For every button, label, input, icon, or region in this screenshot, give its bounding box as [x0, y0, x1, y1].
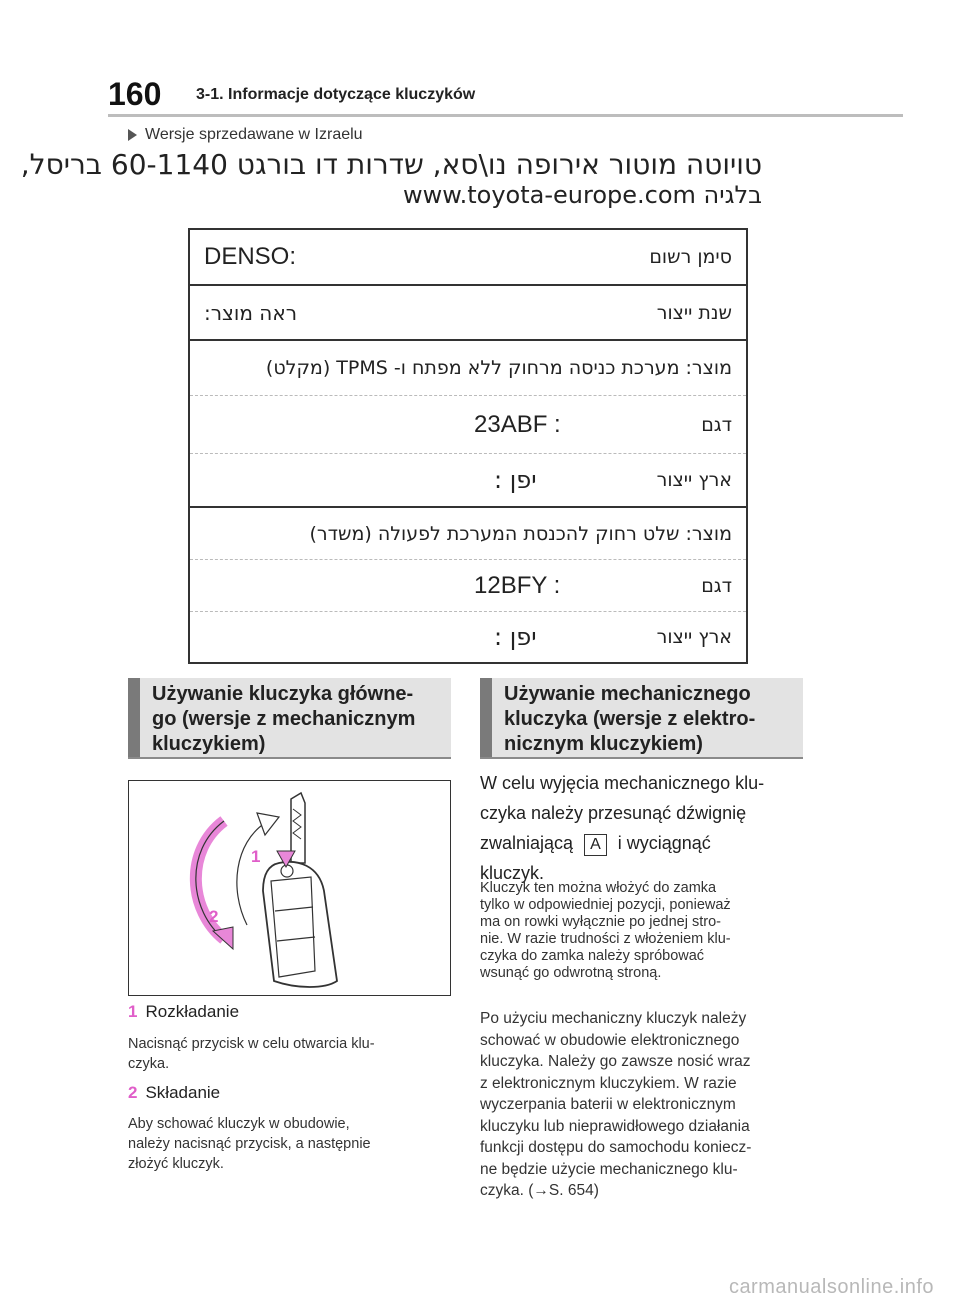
- label-value: DENSO:: [204, 243, 297, 270]
- step-title: Rozkładanie: [145, 1002, 240, 1021]
- text-line: ma on rowki wyłącznie po jednej stro-: [480, 914, 721, 930]
- text-line: ne będzie użycie mechanicznego klu-: [480, 1160, 738, 1178]
- label-value: יפן :: [494, 466, 537, 494]
- text-line: kluczyka. Należy go zawsze nosić wraz: [480, 1053, 751, 1070]
- label-row-brand: [190, 230, 746, 286]
- step-2: [128, 1083, 220, 1103]
- label-key: ארץ ייצור: [656, 626, 732, 648]
- label-row-product-transmitter: [190, 508, 746, 560]
- bullet-item: [128, 126, 363, 144]
- step-number: 1: [128, 1002, 138, 1021]
- heading-line: kluczykiem): [152, 733, 266, 755]
- text-line: należy nacisnąć przycisk, a następnie: [128, 1136, 371, 1152]
- heading-line: kluczyka (wersje z elektro-: [504, 708, 756, 730]
- triangle-bullet-icon: [128, 129, 137, 141]
- text-line: wyczerpania baterii w elektronicznym: [480, 1096, 736, 1113]
- label-product: מוצר: מערכת כניסה מרחוק ללא מפתח ו- TPMS (מקלט): [265, 357, 732, 379]
- right-section-heading: [480, 678, 803, 757]
- hebrew-address-line2: בלגיה www.toyota-europe.com: [402, 181, 762, 209]
- heading-line: nicznym kluczykiem): [504, 733, 703, 755]
- label-row-country-2: [190, 612, 746, 662]
- step-title: Składanie: [145, 1083, 221, 1102]
- text-line: Nacisnąć przycisk w celu otwarcia klu-: [128, 1036, 375, 1052]
- heading-line: Używanie mechanicznego: [504, 683, 751, 705]
- step-2-description: [128, 1114, 448, 1174]
- label-key: דגם: [701, 413, 732, 436]
- label-row-year: [190, 286, 746, 341]
- text-line: Po użyciu mechaniczny kluczyk należy: [480, 1010, 747, 1027]
- heading-line: go (wersje z mechanicznym: [152, 708, 416, 730]
- bullet-text: Wersje sprzedawane w Izraelu: [145, 126, 363, 143]
- hebrew-address-line1: טויוטה מוטור אירופה נו\סא, שדרות דו בורגט 60-1140 בריסל,: [20, 148, 762, 181]
- label-value: 23ABF :: [474, 410, 561, 438]
- watermark-text: carmanualsonline.info: [728, 1276, 934, 1298]
- text-line: Aby schować kluczyk w obudowie,: [128, 1116, 350, 1132]
- text-line: czyka do zamka należy spróbować: [480, 948, 705, 964]
- label-two: 2: [209, 907, 219, 926]
- left-heading-rule: [128, 757, 451, 759]
- label-key: סימן רשום: [649, 246, 732, 268]
- label-key: דגם: [701, 574, 732, 597]
- label-product: מוצר: שלט רחוק להכנסת המערכת לפעולה (משדר): [309, 522, 732, 545]
- text-line: czyka.: [128, 1056, 170, 1072]
- heading-line: Używanie kluczyka główne-: [152, 683, 414, 705]
- label-row-country: [190, 454, 746, 508]
- callout-a-tag: A: [584, 834, 607, 856]
- key-illustration: [128, 780, 451, 996]
- text-segment: i wyciągnąć: [617, 833, 711, 853]
- text-line: [480, 828, 812, 858]
- right-heading-rule: [480, 757, 803, 759]
- text-line: wsunąć go odwrotną stroną.: [480, 965, 662, 981]
- label-row-product-receiver: [190, 341, 746, 396]
- left-section-heading: [128, 678, 451, 757]
- text-line: czyka należy przesunąć dźwignię: [480, 803, 747, 823]
- right-paragraph: [480, 1008, 800, 1202]
- text-line: funkcji dostępu do samochodu koniecz-: [480, 1139, 752, 1156]
- label-value: 12BFY :: [474, 571, 561, 599]
- text-line: kluczyk.: [480, 863, 545, 883]
- key-fold-icon: [129, 781, 449, 994]
- header-divider: [108, 114, 903, 117]
- text-segment: zwalniającą: [480, 833, 574, 853]
- label-key: שנת ייצור: [656, 301, 732, 324]
- text-line: tylko w odpowiedniej pozycji, ponieważ: [480, 897, 731, 913]
- text-line: z elektronicznym kluczykiem. W razie: [480, 1074, 737, 1092]
- label-key: ארץ ייצור: [656, 469, 732, 491]
- text-line: czyka. (→S. 654): [480, 1182, 599, 1199]
- label-value: יפן :: [494, 623, 537, 651]
- step-1-description: [128, 1034, 448, 1074]
- label-row-model-2: [190, 560, 746, 612]
- right-body-text: [480, 768, 812, 888]
- text-line: nie. W razie trudności z włożeniem klu-: [480, 931, 731, 947]
- label-row-model: [190, 396, 746, 454]
- right-note-text: [480, 880, 796, 982]
- section-title: 3-1. Informacje dotyczące kluczyków: [196, 86, 476, 103]
- step-1: [128, 1002, 239, 1022]
- text-line: Kluczyk ten można włożyć do zamka: [480, 880, 717, 896]
- page-number: 160: [108, 76, 162, 112]
- label-one: 1: [251, 847, 261, 866]
- step-number: 2: [128, 1083, 138, 1102]
- certification-label-table: [188, 228, 748, 664]
- text-line: złożyć kluczyk.: [128, 1156, 224, 1172]
- text-line: kluczyku lub nieprawidłowego działania: [480, 1117, 750, 1135]
- text-line: schować w obudowie elektronicznego: [480, 1031, 740, 1049]
- label-value: ראה מוצר:: [204, 300, 298, 325]
- text-line: W celu wyjęcia mechanicznego klu-: [480, 773, 765, 793]
